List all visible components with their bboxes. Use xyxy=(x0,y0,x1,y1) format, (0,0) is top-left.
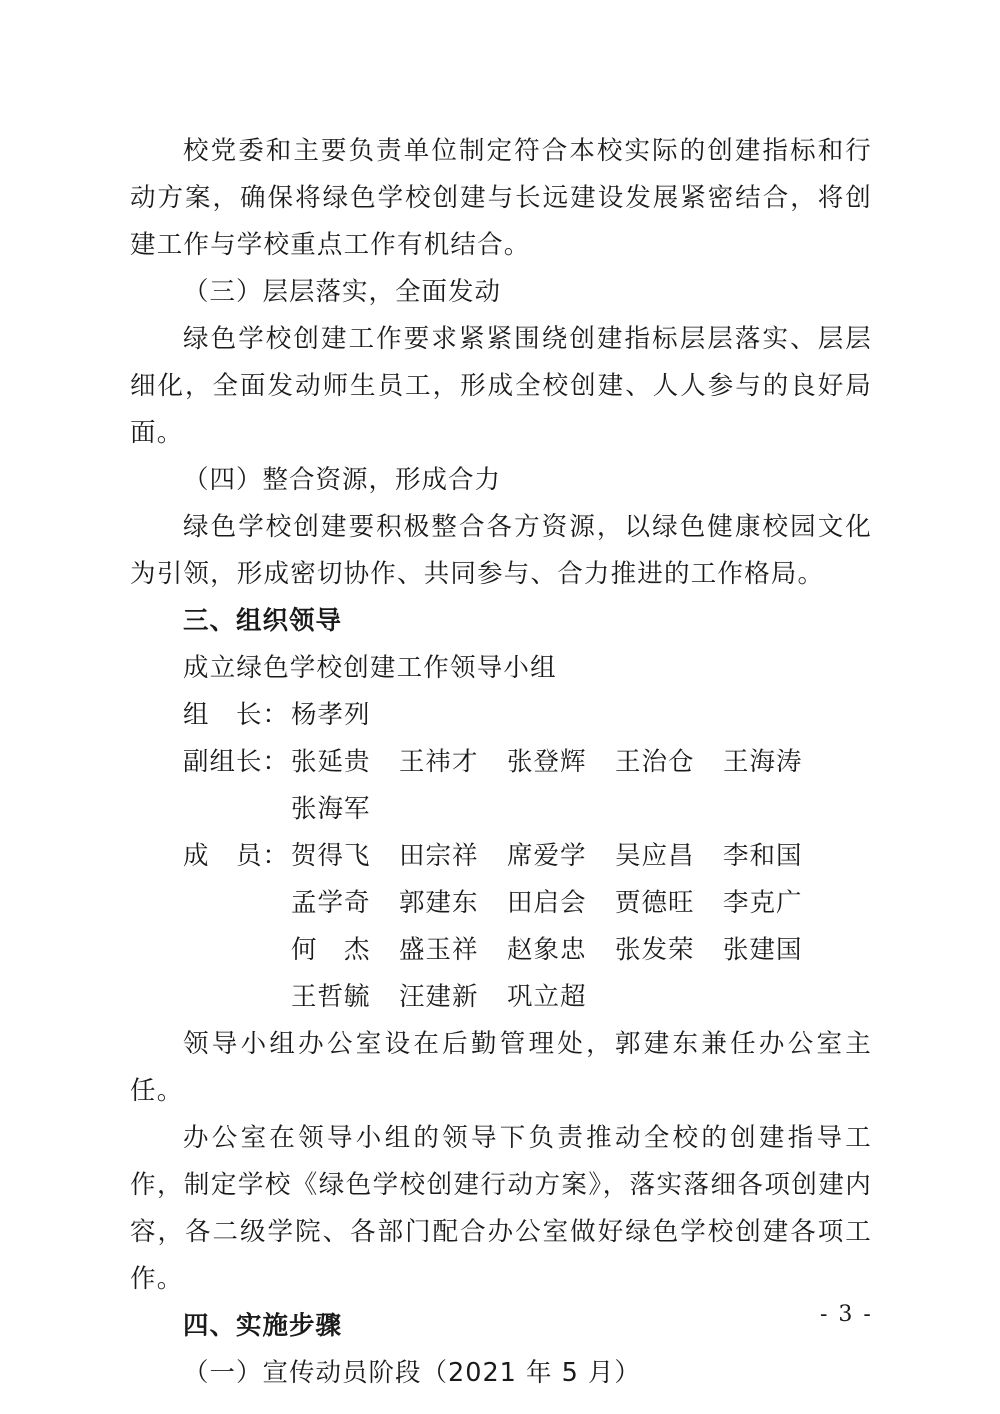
paragraph-2: 绿色学校创建工作要求紧紧围绕创建指标层层落实、层层细化，全面发动师生员工，形成全校创建、人人参与的良好局面。 xyxy=(130,324,872,448)
member-name: 王哲毓 xyxy=(291,982,371,1012)
member-name: 李和国 xyxy=(723,841,803,871)
paragraph-6: 办公室在领导小组的领导下负责推动全校的创建指导工作，制定学校《绿色学校创建行动方案》，落实落细各项创建内容，各二级学院、各部门配合办公室做好绿色学校创建各项工作。 xyxy=(130,1123,872,1294)
paragraph-5: 领导小组办公室设在后勤管理处，郭建东兼任办公室主任。 xyxy=(130,1029,872,1106)
deputy-name: 王海涛 xyxy=(723,747,803,777)
member-name: 席爱学 xyxy=(507,841,587,871)
member-role-label: 成 员： xyxy=(183,841,290,871)
deputy-name: 张海军 xyxy=(291,794,371,824)
leader-role-label: 组 长： xyxy=(183,700,290,730)
deputy-name: 王治仓 xyxy=(615,747,695,777)
deputy-name: 张登辉 xyxy=(507,747,587,777)
roster-deputy-row-2 xyxy=(130,786,872,833)
roster-member-row-2 xyxy=(130,880,872,927)
roster-member-row-1 xyxy=(130,833,872,880)
roster-member-row-3 xyxy=(130,927,872,974)
subheading-4: （四）整合资源，形成合力 xyxy=(183,465,502,495)
deputy-name: 张延贵 xyxy=(291,747,371,777)
page-number: - 3 - xyxy=(820,1302,873,1327)
member-name: 汪建新 xyxy=(399,982,479,1012)
subheading-4-1: （一）宣传动员阶段（2021 年 5 月） xyxy=(183,1358,641,1388)
member-name: 盛玉祥 xyxy=(399,935,479,965)
paragraph-1: 校党委和主要负责单位制定符合本校实际的创建指标和行动方案，确保将绿色学校创建与长远建设发展紧密结合，将创建工作与学校重点工作有机结合。 xyxy=(130,136,872,260)
roster-leader-row xyxy=(130,692,872,739)
deputy-role-label: 副组长： xyxy=(183,747,290,777)
section-heading-4: 四、实施步骤 xyxy=(183,1311,343,1341)
member-name: 李克广 xyxy=(723,888,803,918)
member-name: 张发荣 xyxy=(615,935,695,965)
deputy-name: 王祎才 xyxy=(399,747,479,777)
roster-deputy-row-1 xyxy=(130,739,872,786)
roster-member-row-4 xyxy=(130,974,872,1021)
member-name: 孟学奇 xyxy=(291,888,371,918)
member-name: 张建国 xyxy=(723,935,803,965)
leader-name: 杨孝列 xyxy=(291,700,371,730)
paragraph-3: 绿色学校创建要积极整合各方资源，以绿色健康校园文化为引领，形成密切协作、共同参与、合力推进的工作格局。 xyxy=(130,512,872,589)
document-body xyxy=(130,128,872,1397)
member-name: 田宗祥 xyxy=(399,841,479,871)
member-name: 巩立超 xyxy=(507,982,587,1012)
member-name: 田启会 xyxy=(507,888,587,918)
section-heading-3: 三、组织领导 xyxy=(183,606,343,636)
member-name: 贾德旺 xyxy=(615,888,695,918)
member-name: 赵象忠 xyxy=(507,935,587,965)
paragraph-4: 成立绿色学校创建工作领导小组 xyxy=(183,653,557,683)
subheading-3: （三）层层落实，全面发动 xyxy=(183,277,502,307)
member-name: 吴应昌 xyxy=(615,841,695,871)
member-name: 贺得飞 xyxy=(291,841,371,871)
member-name: 郭建东 xyxy=(399,888,479,918)
member-name: 何 杰 xyxy=(291,935,371,965)
